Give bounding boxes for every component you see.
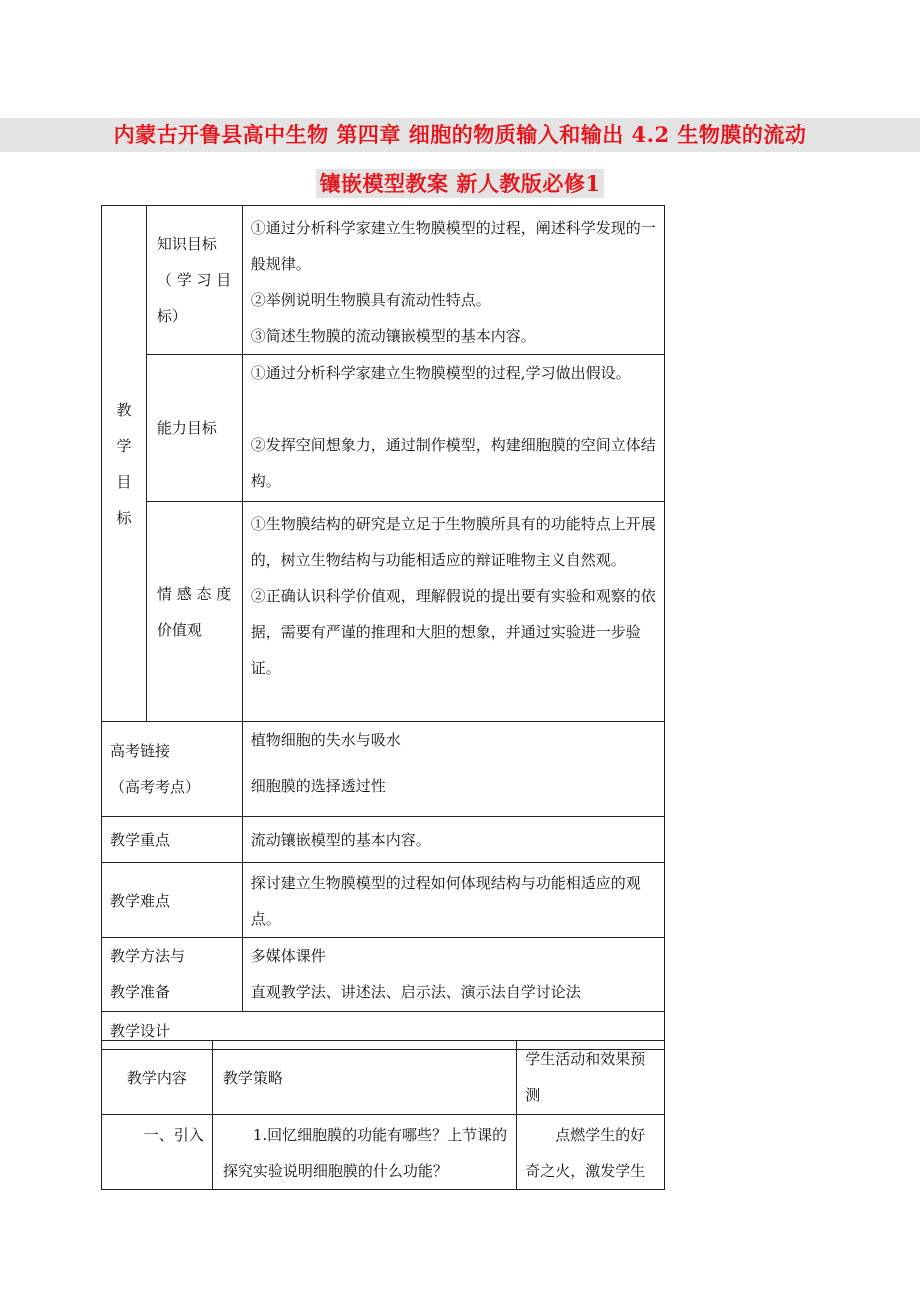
knowledge-goal-label-sub2: 标） [156, 307, 187, 325]
teaching-goals-char: 标 [116, 508, 132, 527]
knowledge-goal-item-2: ②举例说明生物膜具有流动性特点。 [250, 291, 491, 309]
knowledge-goal-item-3: ③简述生物膜的流动镶嵌模型的基本内容。 [250, 327, 536, 345]
design-header-strategy [212, 1041, 516, 1115]
gaokao-label-sub: （高考考点） [110, 778, 201, 796]
document-title-line2 [0, 167, 920, 201]
table-row [102, 1115, 665, 1190]
method-content-cell [242, 938, 664, 1012]
method-item-1: 多媒体课件 [250, 947, 326, 965]
emotion-goal-label-cell [146, 502, 242, 722]
key-point-label: 教学重点 [110, 831, 171, 849]
difficulty-value: 探讨建立生物膜模型的过程如何体现结构与功能相适应的观点。 [250, 874, 641, 928]
table-row [102, 206, 665, 355]
emotion-goal-label-sub: 价值观 [156, 620, 202, 639]
design-header-activity-text: 学生活动和效果预测 [525, 1050, 646, 1104]
design-row1-activity-text: 点燃学生的好奇之火，激发学生 [525, 1126, 646, 1180]
method-item-2: 直观教学法、讲述法、启示法、演示法自学讨论法 [250, 983, 581, 1001]
table-row [102, 863, 665, 938]
knowledge-goal-label-cell [146, 206, 242, 355]
design-header-activity [517, 1041, 665, 1115]
gaokao-content-cell [242, 722, 664, 817]
knowledge-goal-item-1: ①通过分析科学家建立生物膜模型的过程，阐述科学发现的一般规律。 [250, 219, 656, 273]
knowledge-goal-label: 知识目标 [156, 235, 217, 253]
emotion-goal-label: 情 感 态 度 [156, 584, 232, 603]
method-label-sub: 教学准备 [110, 983, 171, 1001]
document-title-line1: 内蒙古开鲁县高中生物 第四章 细胞的物质输入和输出 4.2 生物膜的流动 [0, 118, 920, 152]
design-row1-strategy [212, 1115, 516, 1190]
design-header-strategy-text: 教学策略 [222, 1069, 283, 1087]
design-header-content-text: 教学内容 [126, 1069, 187, 1087]
design-row1-content-text: 一、引入 [143, 1126, 204, 1144]
ability-goal-label-cell [146, 355, 242, 502]
design-label: 教学设计 [110, 1022, 171, 1040]
key-point-value: 流动镶嵌模型的基本内容。 [250, 831, 431, 849]
knowledge-goal-label-sub: （ 学 习 目 [156, 271, 232, 289]
ability-goal-content-cell [242, 355, 664, 502]
table-row [102, 722, 665, 817]
emotion-goal-content-cell [242, 502, 664, 722]
method-label: 教学方法与 [110, 947, 186, 965]
gaokao-item-1: 植物细胞的失水与吸水 [250, 731, 401, 749]
table-row [102, 817, 665, 863]
design-table [101, 1040, 665, 1190]
gaokao-label-cell [102, 722, 243, 817]
emotion-goal-item-1: ①生物膜结构的研究是立足于生物膜所具有的功能特点上开展的，树立生物结构与功能相适应的辩证唯物主义自然观。 [250, 515, 656, 569]
difficulty-label-cell [102, 863, 243, 938]
key-point-label-cell [102, 817, 243, 863]
design-header-content [102, 1041, 213, 1115]
teaching-goals-char: 教 [116, 400, 132, 419]
emotion-goal-item-2: ②正确认识科学价值观，理解假说的提出要有实验和观察的依据，需要有严谨的推理和大胆的想象，并通过实验进一步验证。 [250, 587, 656, 677]
table-row [102, 502, 665, 722]
table-row [102, 1041, 665, 1115]
teaching-goals-char: 学 [116, 436, 132, 455]
teaching-goals-char: 目 [116, 472, 132, 491]
method-label-cell [102, 938, 243, 1012]
table-row [102, 355, 665, 502]
table-row [102, 938, 665, 1012]
knowledge-goal-content-cell [242, 206, 664, 355]
key-point-content-cell [242, 817, 664, 863]
difficulty-label: 教学难点 [110, 891, 171, 910]
gaokao-item-2: 细胞膜的选择透过性 [250, 777, 386, 795]
gaokao-label: 高考链接 [110, 742, 171, 760]
document-title-line2-text: 镶嵌模型教案 新人教版必修1 [316, 169, 605, 198]
design-row1-activity [517, 1115, 665, 1190]
design-row1-strategy-text: 1.回忆细胞膜的功能有哪些？上节课的探究实验说明细胞膜的什么功能？ [222, 1126, 508, 1180]
difficulty-content-cell [242, 863, 664, 938]
lesson-plan-table [101, 205, 665, 1050]
ability-goal-item-1: ①通过分析科学家建立生物膜模型的过程,学习做出假设。 [250, 364, 631, 382]
design-row1-content [102, 1115, 213, 1190]
teaching-goals-label-cell [102, 206, 147, 722]
ability-goal-item-2: ②发挥空间想象力，通过制作模型，构建细胞膜的空间立体结构。 [250, 436, 656, 490]
ability-goal-label: 能力目标 [156, 419, 217, 437]
